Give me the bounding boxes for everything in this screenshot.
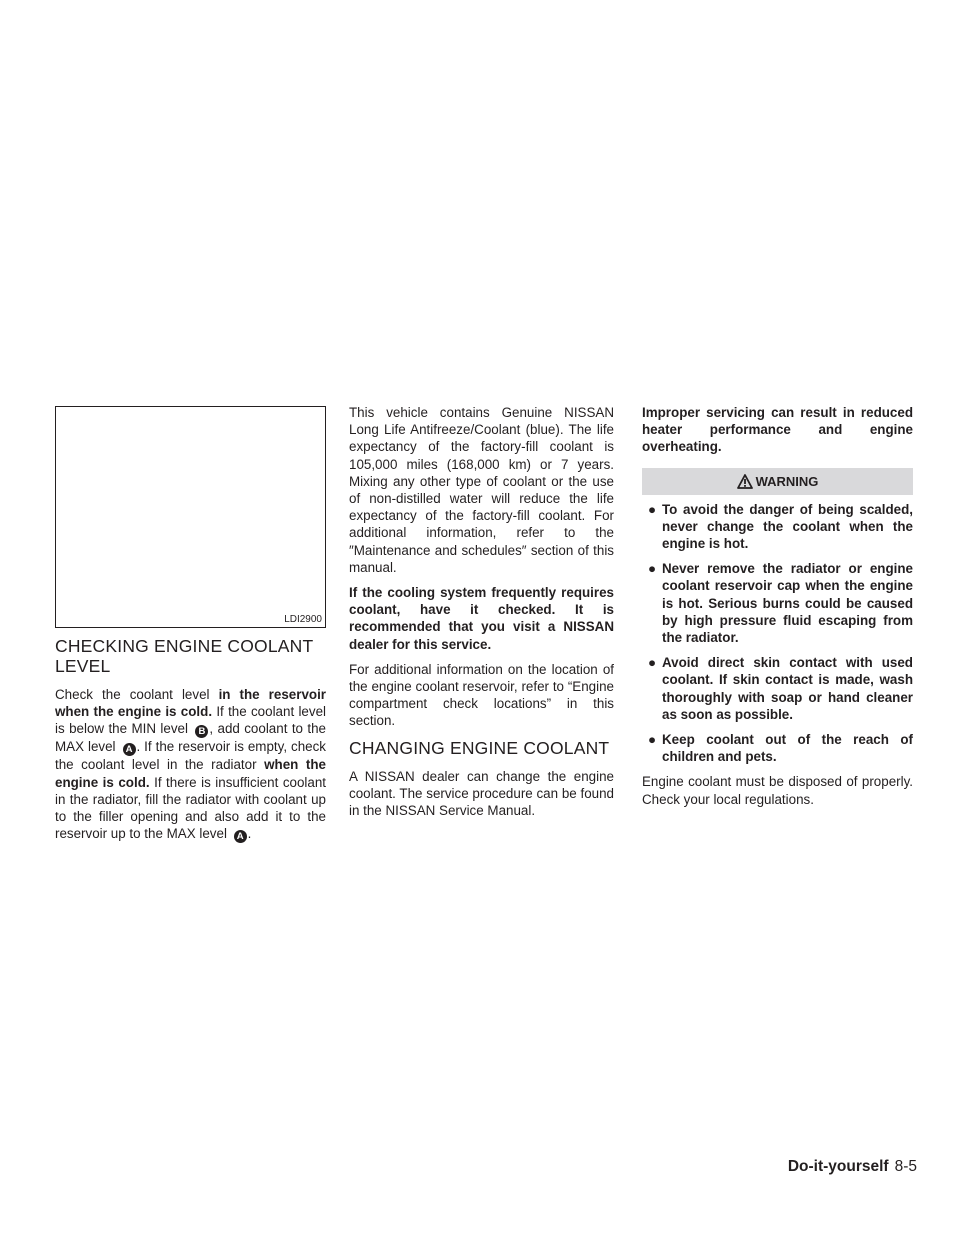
text-run: If there is insufficient coolant in the radiator, fill the radiator with coolant up to the filler opening and also add it to the reservoir up to the MAX level bbox=[55, 774, 326, 842]
text-run: If the coolant level is below the MIN level bbox=[55, 704, 326, 737]
text-run: Check the coolant level bbox=[55, 687, 219, 702]
marker-a-icon: A bbox=[234, 830, 247, 843]
reservoir-location-paragraph: For additional information on the location of the engine coolant reservoir, refer to “Engine compartment check locations” in this section. bbox=[349, 661, 614, 729]
coolant-info-paragraph: This vehicle contains Genuine NISSAN Long Life Antifreeze/Coolant (blue). The life expectancy of the factory-fill coolant is 105,000 miles (168,000 km) or 7 years. Mixing any other type of coolant or the use of non-distilled water will reduce the life expectancy of the factory-fill coolant. For additional information, refer to the ″Maintenance and schedules″ section of this manual. bbox=[349, 405, 614, 575]
bullet-icon: ● bbox=[648, 655, 657, 671]
warning-item bbox=[642, 654, 913, 723]
warning-triangle-icon bbox=[737, 474, 753, 489]
warning-item bbox=[642, 501, 913, 553]
service-recommendation bbox=[349, 584, 614, 653]
page-footer bbox=[788, 1158, 917, 1176]
warning-text: Never remove the radiator or engine coolant reservoir cap when the engine is hot. Serious burns could be caused by high pressure fluid escaping from the radiator. bbox=[662, 561, 913, 646]
warning-list bbox=[642, 501, 913, 766]
column-2 bbox=[349, 404, 614, 827]
footer-section: Do-it-yourself bbox=[787, 1158, 889, 1175]
text-run: . bbox=[247, 826, 252, 842]
column-3 bbox=[642, 404, 913, 816]
changing-paragraph: A NISSAN dealer can change the engine coolant. The service procedure can be found in the NISSAN Service Manual. bbox=[349, 768, 614, 819]
figure-id-label: LDI2900 bbox=[284, 614, 322, 625]
section-heading-changing: CHANGING ENGINE COOLANT bbox=[349, 737, 610, 758]
warning-text: To avoid the danger of being scalded, never change the coolant when the engine is hot. bbox=[662, 501, 913, 552]
warning-item bbox=[642, 731, 913, 765]
bullet-icon: ● bbox=[648, 732, 657, 748]
bold-run: Improper servicing can result in reduced heater performance and engine overheating. bbox=[642, 405, 913, 455]
bullet-icon: ● bbox=[648, 561, 657, 577]
text-run: . If the reservoir is empty, check the coolant level in the radiator bbox=[55, 739, 327, 773]
checking-paragraph bbox=[55, 686, 326, 843]
warning-text: Keep coolant out of the reach of children and pets. bbox=[662, 732, 913, 765]
column-1 bbox=[55, 636, 326, 851]
bold-run: in the reservoir when the engine is cold. bbox=[55, 687, 327, 720]
disposal-paragraph: Engine coolant must be disposed of properly. Check your local regulations. bbox=[642, 774, 913, 807]
warning-text: Avoid direct skin contact with used coolant. If skin contact is made, wash thoroughly with soap or hand cleaner as soon as possible. bbox=[662, 655, 913, 722]
bold-run: when the engine is cold. bbox=[55, 757, 326, 790]
marker-a-icon: A bbox=[123, 743, 136, 756]
warning-banner bbox=[642, 468, 913, 495]
section-heading-checking: CHECKING ENGINE COOLANT LEVEL bbox=[55, 636, 314, 676]
figure-placeholder bbox=[55, 406, 326, 628]
marker-b-icon: B bbox=[195, 725, 208, 738]
page-number: 8-5 bbox=[894, 1158, 917, 1175]
text-run: , add coolant to the MAX level bbox=[55, 721, 327, 755]
warning-item bbox=[642, 560, 913, 646]
improper-servicing-note bbox=[642, 404, 913, 456]
bold-run: If the cooling system frequently requires coolant, have it checked. It is recommended that you visit a NISSAN dealer for this service. bbox=[349, 585, 614, 652]
bullet-icon: ● bbox=[648, 501, 657, 517]
warning-label: WARNING bbox=[755, 473, 819, 489]
